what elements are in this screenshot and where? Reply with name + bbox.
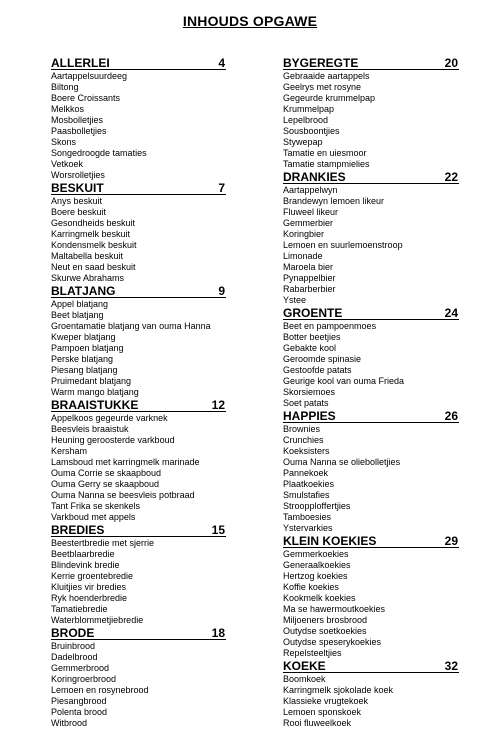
section-title: BREDIES <box>51 523 105 537</box>
toc-entry: Skurwe Abrahams <box>51 273 125 283</box>
toc-entry: Gebakte kool <box>283 343 337 353</box>
toc-section <box>283 534 458 659</box>
toc-entry: Repelsteeltjies <box>283 648 342 658</box>
toc-entry: Neut en saad beskuit <box>51 262 136 272</box>
toc-entry: Gebraaide aartappels <box>283 71 370 81</box>
toc-entry: Ma se hawermoutkoekies <box>283 604 386 614</box>
toc-entry: Witbrood <box>51 718 88 728</box>
toc-entry: Brandewyn lemoen likeur <box>283 196 385 206</box>
toc-entry: Gestoofde patats <box>283 365 352 375</box>
toc-entry: Limonade <box>283 251 323 261</box>
toc-entry: Boere beskuit <box>51 207 107 217</box>
toc-entry: Appel blatjang <box>51 299 109 309</box>
toc-entry: Bruinbrood <box>51 641 96 651</box>
toc-entry: Pynappelbier <box>283 273 336 283</box>
section-title: BRODE <box>51 626 95 640</box>
toc-entry: Lemoen sponskoek <box>283 707 362 717</box>
toc-entry: Biltong <box>51 82 79 92</box>
toc-entry: Plaatkoekies <box>283 479 335 489</box>
toc-entry: Kluitjies vir bredies <box>51 582 127 592</box>
toc-column-left <box>51 56 226 729</box>
toc-entry: Koringbier <box>283 229 325 239</box>
toc-entry: Beet blatjang <box>51 310 104 320</box>
page-title: INHOUDS OPGAWE <box>182 13 318 29</box>
toc-entry: Generaalkoekies <box>283 560 351 570</box>
section-page-number: 29 <box>444 534 458 548</box>
section-title: GROENTE <box>283 306 343 320</box>
toc-entry: Skorsiemoes <box>283 387 336 397</box>
toc-entry: Blindevink bredie <box>51 560 120 570</box>
toc-section <box>51 181 226 284</box>
toc-entry: Karringmelk sjokolade koek <box>283 685 394 695</box>
toc-entry: Skons <box>51 137 77 147</box>
toc-entry: Pruimedant blatjang <box>51 376 132 386</box>
section-header <box>51 626 226 640</box>
toc-entry: Perske blatjang <box>51 354 114 364</box>
toc-entry: Appelkoos gegeurde varknek <box>51 413 168 423</box>
toc-entry: Kondensmelk beskuit <box>51 240 137 250</box>
toc-entry: Geurige kool van ouma Frieda <box>283 376 405 386</box>
toc-entry: Beesvleis braaistuk <box>51 424 129 434</box>
section-header <box>51 56 226 70</box>
toc-section <box>283 170 458 306</box>
toc-entry: Karringmelk beskuit <box>51 229 131 239</box>
toc-entry: Lepelbrood <box>283 115 329 125</box>
section-header <box>51 284 226 298</box>
section-page-number: 22 <box>444 170 458 184</box>
toc-entry: Soet patats <box>283 398 329 408</box>
section-header <box>283 409 459 423</box>
toc-entry: Koringroerbrood <box>51 674 117 684</box>
toc-entry: Gegeurde krummelpap <box>283 93 376 103</box>
toc-entry: Ouma Nanna se beesvleis potbraad <box>51 490 195 500</box>
toc-entry: Beestertbredie met sjerrie <box>51 538 155 548</box>
toc-entry: Tamatiebredie <box>51 604 108 614</box>
toc-entry: Gesondheids beskuit <box>51 218 136 228</box>
toc-entry: Beetblaarbredie <box>51 549 115 559</box>
section-header <box>283 56 459 70</box>
section-header <box>283 659 459 673</box>
section-page-number: 26 <box>444 409 458 423</box>
toc-entry: Mosbolletjies <box>51 115 104 125</box>
toc-section <box>283 56 458 170</box>
toc-entry: Ystervarkies <box>283 523 333 533</box>
toc-entry: Miljoeners brosbrood <box>283 615 368 625</box>
toc-entry: Songedroogde tamaties <box>51 148 147 158</box>
section-page-number: 15 <box>211 523 225 537</box>
toc-entry: Maroela bier <box>283 262 334 272</box>
section-title: KLEIN KOEKIES <box>283 534 377 548</box>
toc-entry: Heuning geroosterde varkboud <box>51 435 175 445</box>
toc-entry: Brownies <box>283 424 321 434</box>
toc-entry: Anys beskuit <box>51 196 103 206</box>
toc-entry: Warm mango blatjang <box>51 387 139 397</box>
toc-entry: Vetkoek <box>51 159 84 169</box>
section-page-number: 9 <box>218 284 225 298</box>
toc-entry: Ouma Nanna se oliebolletjies <box>283 457 401 467</box>
toc-entry: Krummelpap <box>283 104 335 114</box>
toc-entry: Fluweel likeur <box>283 207 339 217</box>
toc-entry: Aartappelsuurdeeg <box>51 71 128 81</box>
section-title: BESKUIT <box>51 181 104 195</box>
toc-column-right <box>283 56 458 729</box>
toc-entry: Worsrolletjies <box>51 170 105 180</box>
toc-entry: Gemmerbier <box>283 218 334 228</box>
toc-entry: Piesang blatjang <box>51 365 118 375</box>
toc-section <box>51 284 226 398</box>
toc-entry: Koeksisters <box>283 446 330 456</box>
toc-entry: Pannekoek <box>283 468 329 478</box>
section-title: DRANKIES <box>283 170 346 184</box>
toc-entry: Melkkos <box>51 104 85 114</box>
toc-entry: Ouma Corrie se skaapboud <box>51 468 162 478</box>
section-title: BYGEREGTE <box>283 56 359 70</box>
section-header <box>51 398 226 412</box>
section-header <box>51 523 226 537</box>
section-header <box>283 534 459 548</box>
toc-entry: Tant Frika se skenkels <box>51 501 141 511</box>
toc-entry: Pampoen blatjang <box>51 343 124 353</box>
toc-entry: Aartappelwyn <box>283 185 338 195</box>
toc-entry: Stroopploffertjies <box>283 501 351 511</box>
section-title: HAPPIES <box>283 409 336 423</box>
toc-entry: Crunchies <box>283 435 324 445</box>
toc-entry: Maltabella beskuit <box>51 251 124 261</box>
toc-entry: Stywepap <box>283 137 323 147</box>
toc-entry: Groentamatie blatjang van ouma Hanna <box>51 321 211 331</box>
toc-entry: Outydse soetkoekies <box>283 626 367 636</box>
section-header <box>283 170 459 184</box>
toc-section <box>51 56 226 181</box>
toc-entry: Kerrie groentebredie <box>51 571 134 581</box>
section-page-number: 24 <box>444 306 458 320</box>
toc-entry: Klassieke vrugtekoek <box>283 696 369 706</box>
toc-entry: Lemoen en rosynebrood <box>51 685 149 695</box>
toc-entry: Lamsboud met karringmelk marinade <box>51 457 200 467</box>
toc-entry: Smulstafies <box>283 490 330 500</box>
toc-entry: Boere Croissants <box>51 93 121 103</box>
section-page-number: 18 <box>211 626 225 640</box>
toc-section <box>51 523 226 626</box>
section-page-number: 20 <box>444 56 458 70</box>
toc-entry: Gemmerbrood <box>51 663 110 673</box>
toc-section <box>283 659 458 729</box>
toc-entry: Varkboud met appels <box>51 512 136 522</box>
toc-entry: Ystee <box>283 295 307 305</box>
toc-entry: Geroomde spinasie <box>283 354 362 364</box>
section-title: KOEKE <box>283 659 326 673</box>
section-header <box>51 181 226 195</box>
toc-entry: Botter beetjies <box>283 332 341 342</box>
section-page-number: 7 <box>218 181 225 195</box>
toc-entry: Dadelbrood <box>51 652 98 662</box>
section-title: ALLERLEI <box>51 56 110 70</box>
section-page-number: 32 <box>444 659 458 673</box>
toc-entry: Polenta brood <box>51 707 108 717</box>
toc-entry: Lemoen en suurlemoenstroop <box>283 240 403 250</box>
toc-entry: Beet en pampoenmoes <box>283 321 377 331</box>
toc-entry: Ouma Gerry se skaapboud <box>51 479 160 489</box>
toc-entry: Sousboontjies <box>283 126 340 136</box>
toc-entry: Rooi fluweelkoek <box>283 718 352 728</box>
toc-entry: Tamatie stampmielies <box>283 159 370 169</box>
toc-entry: Kweper blatjang <box>51 332 116 342</box>
section-header <box>283 306 459 320</box>
toc-entry: Waterblommetjiebredie <box>51 615 144 625</box>
section-page-number: 12 <box>211 398 225 412</box>
toc-section <box>51 626 226 729</box>
toc-entry: Piesangbrood <box>51 696 107 706</box>
toc-entry: Koffie koekies <box>283 582 339 592</box>
toc-entry: Tamatie en uiesmoor <box>283 148 367 158</box>
toc-entry: Kersham <box>51 446 88 456</box>
toc-entry: Gemmerkoekies <box>283 549 349 559</box>
toc-entry: Tamboesies <box>283 512 332 522</box>
toc-entry: Kookmelk koekies <box>283 593 356 603</box>
toc-section <box>283 306 458 409</box>
toc-entry: Ryk hoenderbredie <box>51 593 128 603</box>
toc-entry: Hertzog koekies <box>283 571 348 581</box>
toc-entry: Geelrys met rosyne <box>283 82 362 92</box>
toc-entry: Outydse speserykoekies <box>283 637 382 647</box>
section-title: BLATJANG <box>51 284 116 298</box>
section-title: BRAAISTUKKE <box>51 398 139 412</box>
toc-entry: Boomkoek <box>283 674 326 684</box>
toc-entry: Rabarberbier <box>283 284 336 294</box>
section-page-number: 4 <box>218 56 225 70</box>
toc-section <box>283 409 458 534</box>
toc-entry: Paasbolletjies <box>51 126 107 136</box>
toc-section <box>51 398 226 523</box>
